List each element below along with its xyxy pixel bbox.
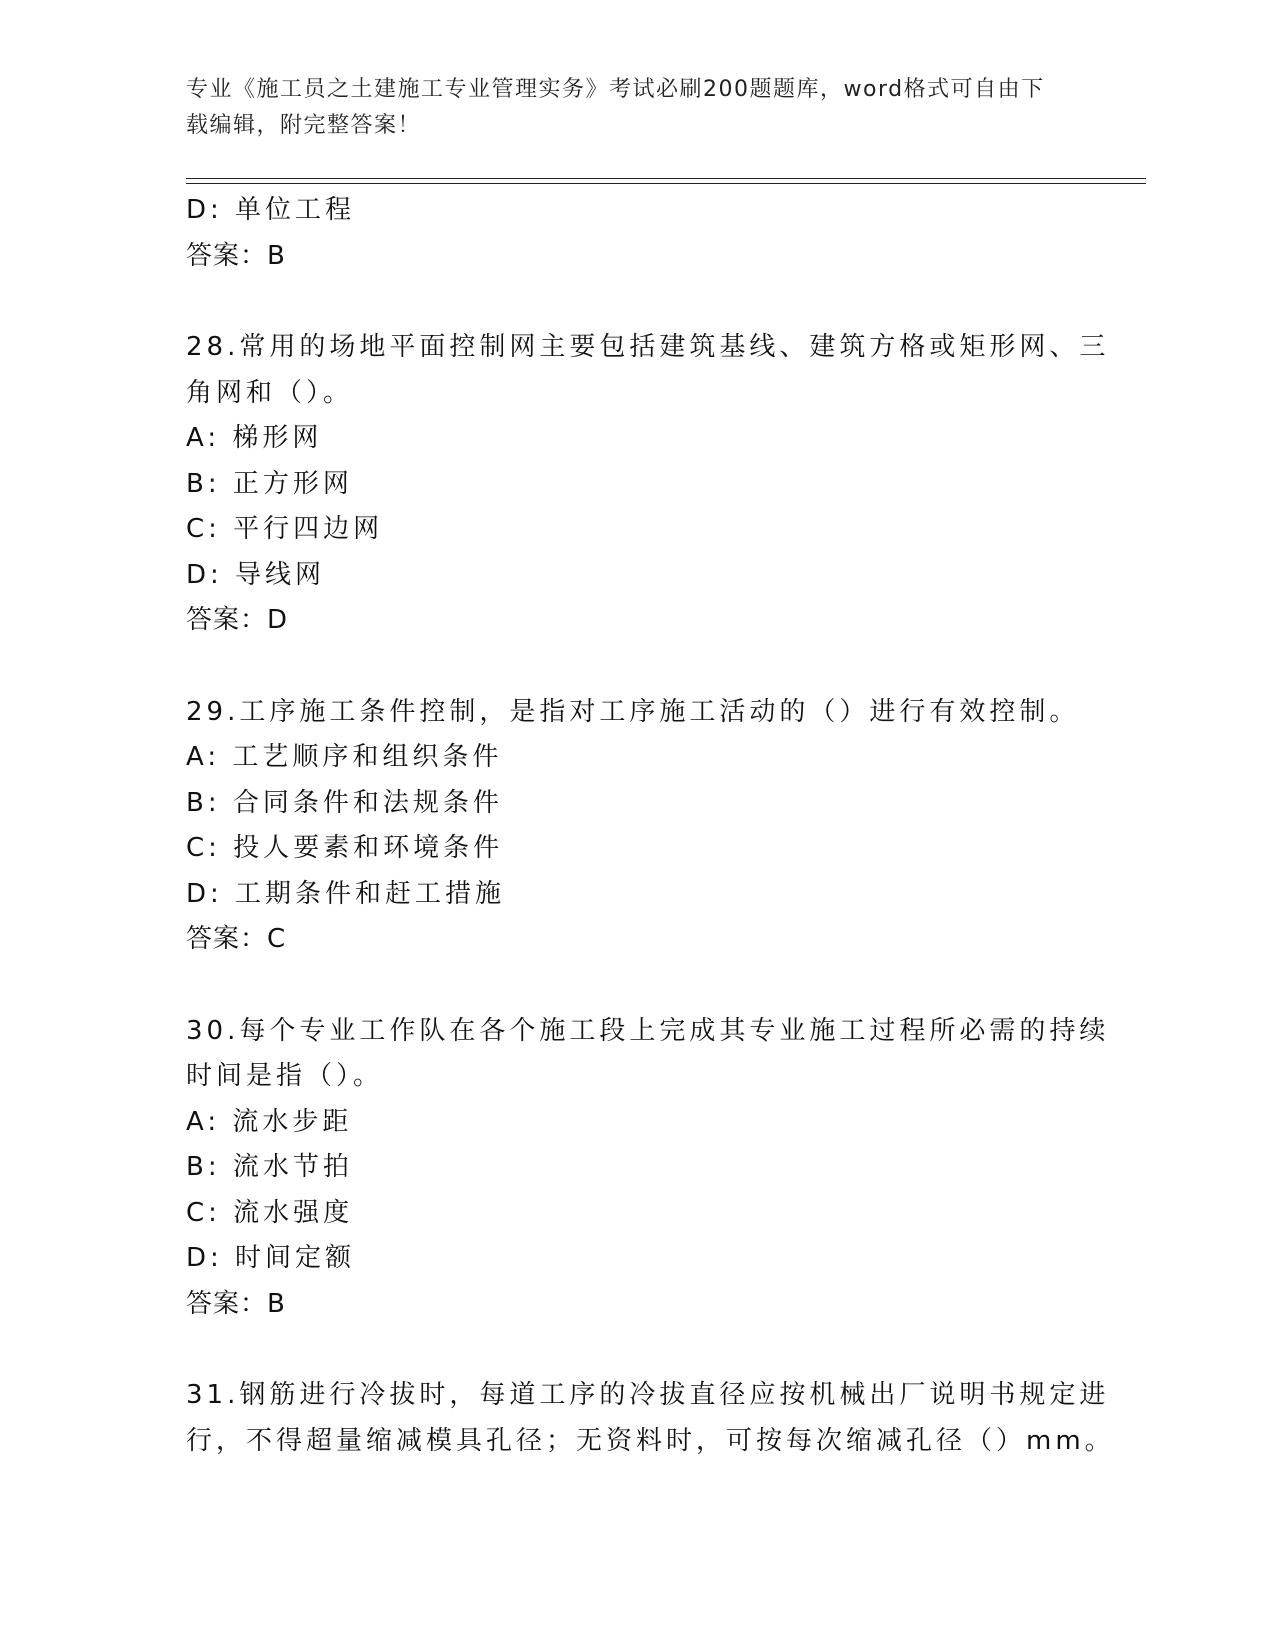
option-a: A: 流水步距 (186, 1106, 353, 1137)
question-stem-continued: 角网和（）。 (186, 377, 354, 408)
question-gap (186, 1327, 1086, 1373)
question-stem: 28.常用的场地平面控制网主要包括建筑基线、建筑方格或矩形网、三 (186, 332, 1110, 362)
question-stem: 30.每个专业工作队在各个施工段上完成其专业施工过程所必需的持续 (186, 1015, 1110, 1046)
page-header-text: 专业《施工员之土建施工专业管理实务》考试必刷200题题库，word格式可自由下载编辑，附完整答案！ (186, 77, 1045, 138)
question-stem-continued: 时间是指（）。 (186, 1061, 384, 1091)
question-gap (186, 644, 1086, 690)
question-stem-continued: 行，不得超量缩减模具孔径；无资料时，可按每次缩减孔径（）mm。 (186, 1425, 1115, 1456)
option-b: B: 合同条件和法规条件 (186, 787, 503, 818)
answer-line: 答案：C (186, 924, 287, 954)
answer-line: 答案：D (186, 605, 289, 635)
option-d: D: 导线网 (186, 559, 326, 590)
option-b: B: 流水节拍 (186, 1152, 353, 1182)
option-d: D: 工期条件和赶工措施 (186, 878, 506, 909)
header-divider-line-secondary (186, 183, 1146, 184)
option-c: C: 投人要素和环境条件 (186, 833, 504, 863)
header-divider-line (186, 178, 1146, 179)
question-stem: 29.工序施工条件控制，是指对工序施工活动的（）进行有效控制。 (186, 696, 1080, 727)
question-gap (186, 963, 1086, 1009)
option-c: C: 流水强度 (186, 1197, 354, 1228)
answer-line: 答案：B (186, 1288, 286, 1319)
option-b: B: 正方形网 (186, 468, 353, 499)
question-gap (186, 279, 1086, 325)
answer-line: 答案：B (186, 240, 286, 271)
option-c: C: 平行四边网 (186, 514, 384, 544)
option-a: A: 梯形网 (186, 423, 323, 453)
document-body (186, 188, 1115, 1464)
question-stem: 31.钢筋进行冷拔时，每道工序的冷拔直径应按机械出厂说明书规定进 (186, 1380, 1110, 1410)
option-d: D: 单位工程 (186, 195, 356, 225)
option-a: A: 工艺顺序和组织条件 (186, 742, 503, 772)
option-d: D: 时间定额 (186, 1243, 356, 1273)
